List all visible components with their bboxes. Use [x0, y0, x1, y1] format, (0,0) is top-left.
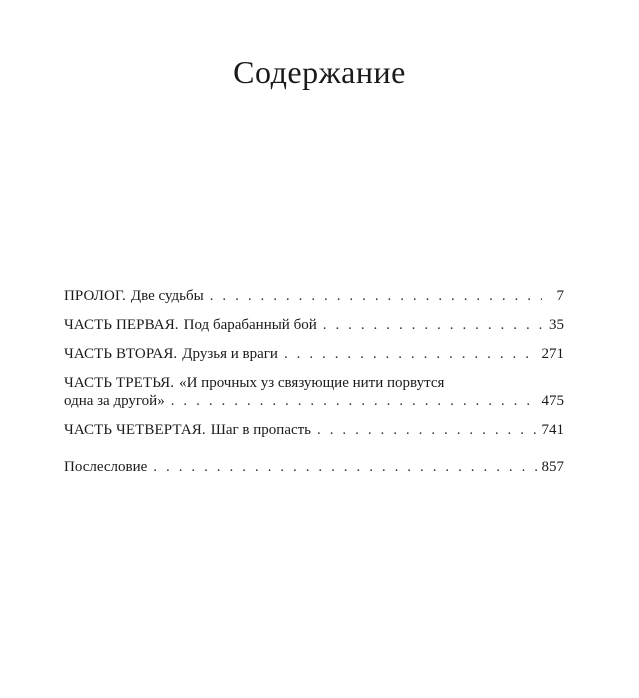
page-title: Содержание — [233, 54, 406, 90]
toc-entry-part-two[interactable] — [64, 345, 564, 363]
toc-page-number: 7 — [556, 288, 564, 304]
table-of-contents — [64, 287, 564, 476]
toc-entry-prologue[interactable] — [64, 287, 564, 305]
toc-part-label: ПРОЛОГ. — [64, 288, 126, 304]
toc-page-number: 35 — [549, 317, 564, 333]
toc-part-label: ЧАСТЬ ЧЕТВЕРТАЯ. — [64, 422, 206, 438]
dot-leader — [284, 345, 538, 363]
toc-entry-title-line2: одна за другой» — [64, 393, 165, 409]
toc-part-label: ЧАСТЬ ВТОРАЯ. — [64, 346, 178, 362]
toc-entry-title: Две судьбы — [130, 288, 204, 304]
toc-entry-part-three[interactable] — [64, 374, 564, 410]
dot-leader — [210, 287, 542, 305]
toc-page-number: 271 — [541, 346, 564, 362]
toc-entry-part-one[interactable] — [64, 316, 564, 334]
toc-part-label: ЧАСТЬ ТРЕТЬЯ. — [64, 375, 175, 391]
toc-entry-title: Послесловие — [64, 459, 148, 475]
toc-page-number: 741 — [541, 422, 564, 438]
toc-page-number: 857 — [541, 459, 564, 475]
toc-entry-title-line1: «И прочных уз связующие нити порвутся — [179, 375, 445, 391]
toc-page-number: 475 — [541, 393, 564, 409]
toc-part-label: ЧАСТЬ ПЕРВАЯ. — [64, 317, 179, 333]
dot-leader — [317, 421, 537, 439]
toc-entry-part-four[interactable] — [64, 421, 564, 439]
toc-entry-afterword[interactable] — [64, 458, 564, 476]
dot-leader — [171, 392, 538, 410]
dot-leader — [153, 458, 537, 476]
toc-entry-title: Шаг в пропасть — [210, 422, 312, 438]
toc-entry-title: Под барабанный бой — [183, 317, 317, 333]
dot-leader — [323, 316, 542, 334]
toc-entry-title: Друзья и враги — [182, 346, 278, 362]
